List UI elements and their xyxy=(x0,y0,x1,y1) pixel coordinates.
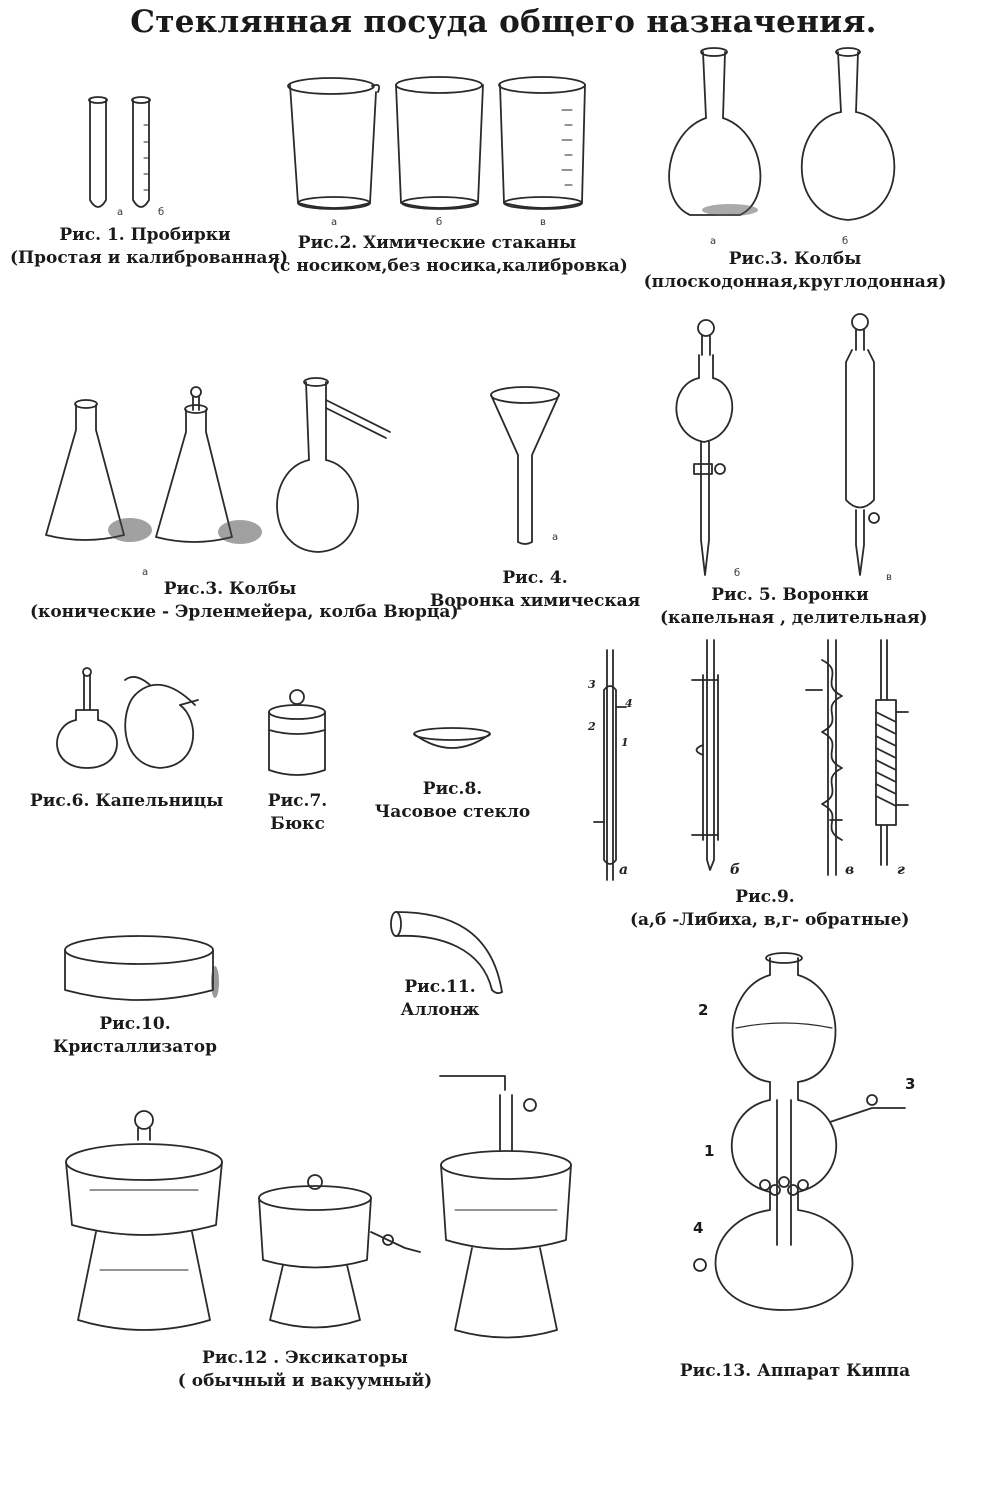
test-tube-calibrated-icon xyxy=(132,97,150,207)
fig2-title: Рис.2. Химические стаканы xyxy=(297,233,577,253)
fig3a-label-b: б xyxy=(842,236,849,247)
fig3a-label-a: а xyxy=(710,236,717,247)
fig9-label-b: б xyxy=(730,862,741,878)
fig3a-title: Рис.3. Колбы xyxy=(728,249,862,269)
fig10-caption xyxy=(40,1013,230,1059)
fig1-description: (Простая и калиброванная) xyxy=(10,248,289,268)
test-tube-simple-icon xyxy=(89,97,107,207)
fig13-title: Рис.13. Аппарат Киппа xyxy=(679,1361,911,1381)
erlenmeyer-flask-stoppered-icon xyxy=(156,387,262,544)
weighing-bottle-icon xyxy=(269,690,325,775)
fig8-title: Рис.8. xyxy=(422,779,483,799)
fig1-caption xyxy=(10,224,289,270)
fig5-title: Рис. 5. Воронки xyxy=(711,585,869,605)
fig7-caption xyxy=(250,790,345,836)
fig5-label-b: б xyxy=(734,568,741,579)
fig1-label-a: а xyxy=(117,207,124,218)
liebig-condenser-a-icon xyxy=(594,650,629,880)
erlenmeyer-flask-icon xyxy=(46,400,152,542)
page-title: Стеклянная посуда общего назначения. xyxy=(130,4,877,40)
fig9-num-4-top: 4 xyxy=(625,697,633,710)
fig2-label-a: а xyxy=(331,217,338,228)
fig3b-description: (конические - Эрленмейера, колба Вюрца) xyxy=(30,602,459,622)
fig3a-description: (плоскодонная,круглодонная) xyxy=(643,272,947,292)
kipp-apparatus-icon xyxy=(694,953,905,1310)
fig2-description: (с носиком,без носика,калибровка) xyxy=(272,256,628,276)
watch-glass-icon xyxy=(414,728,490,748)
fig4-label-a: а xyxy=(552,532,559,543)
fig9-num-2: 2 xyxy=(588,720,596,733)
beaker-with-spout-icon xyxy=(288,78,379,209)
fig8-caption xyxy=(370,778,535,824)
crystallizing-dish-icon xyxy=(65,936,219,1000)
fig8-description: Часовое стекло xyxy=(374,802,531,822)
fig5-caption xyxy=(660,584,928,630)
fig1-label-b: б xyxy=(158,207,165,218)
fig5-description: (капельная , делительная) xyxy=(660,608,928,628)
reflux-condenser-coil-icon xyxy=(806,640,842,875)
fig9-caption xyxy=(630,886,910,932)
fig9-label-d: г xyxy=(897,862,905,878)
dropping-funnel-icon xyxy=(676,320,732,575)
fig9-num-1: 1 xyxy=(621,736,629,749)
beaker-without-spout-icon xyxy=(396,77,483,209)
kipp-num-2: 2 xyxy=(698,1001,709,1019)
kipp-num-3: 3 xyxy=(905,1075,916,1093)
dropper-flask-spout-icon xyxy=(125,677,198,768)
fig1-title: Рис. 1. Пробирки xyxy=(59,225,231,245)
dropper-bottle-icon xyxy=(57,668,117,768)
wurtz-flask-icon xyxy=(277,378,390,552)
fig4-description: Воронка химическая xyxy=(430,591,641,611)
liebig-condenser-b-icon xyxy=(692,640,718,870)
fig6-caption xyxy=(30,790,224,813)
fig4-title: Рис. 4. xyxy=(502,568,568,588)
desiccator-ordinary-icon xyxy=(66,1111,222,1330)
fig3b-caption xyxy=(30,578,459,624)
fig6-title: Рис.6. Капельницы xyxy=(30,791,224,811)
fig12-caption xyxy=(160,1347,450,1393)
fig9-label-c: в xyxy=(845,862,855,878)
fig3b-label-a: а xyxy=(142,567,149,578)
reflux-condenser-spiral-icon xyxy=(876,640,908,865)
fig7-title: Рис.7. xyxy=(267,791,328,811)
fig9-num-3: 3 xyxy=(588,678,596,691)
fig2-label-c: в xyxy=(540,217,546,228)
fig10-description: Кристаллизатор xyxy=(52,1037,218,1057)
kipp-num-1: 1 xyxy=(704,1142,715,1160)
fig7-description: Бюкс xyxy=(270,814,325,834)
fig2-caption xyxy=(272,232,628,278)
fig12-title: Рис.12 . Эксикаторы xyxy=(202,1348,408,1368)
fig2-label-b: б xyxy=(436,217,443,228)
fig12-description: ( обычный и вакуумный) xyxy=(177,1371,433,1391)
beaker-calibrated-icon xyxy=(499,77,585,209)
fig9-description: (а,б -Либиха, в,г- обратные) xyxy=(630,910,910,930)
round-bottom-flask-icon xyxy=(802,48,895,220)
fig5-label-c: в xyxy=(886,572,892,583)
fig9-title: Рис.9. xyxy=(735,887,795,907)
fig9-label-a: а xyxy=(619,862,629,878)
desiccator-vacuum-large-icon xyxy=(440,1076,571,1338)
separatory-funnel-icon xyxy=(846,314,879,575)
chemical-funnel-icon xyxy=(491,387,559,544)
fig3b-title: Рис.3. Колбы xyxy=(163,579,297,599)
fig10-title: Рис.10. xyxy=(99,1014,171,1034)
fig3a-caption xyxy=(640,248,950,294)
fig4-caption xyxy=(430,567,640,613)
flat-bottom-flask-icon xyxy=(669,48,760,216)
kipp-num-4: 4 xyxy=(693,1219,704,1237)
desiccator-vacuum-small-icon xyxy=(259,1175,420,1328)
fig13-caption xyxy=(670,1360,920,1383)
fig11-title: Рис.11. xyxy=(404,977,476,997)
fig11-caption xyxy=(380,976,500,1022)
fig11-description: Аллонж xyxy=(400,1000,480,1020)
